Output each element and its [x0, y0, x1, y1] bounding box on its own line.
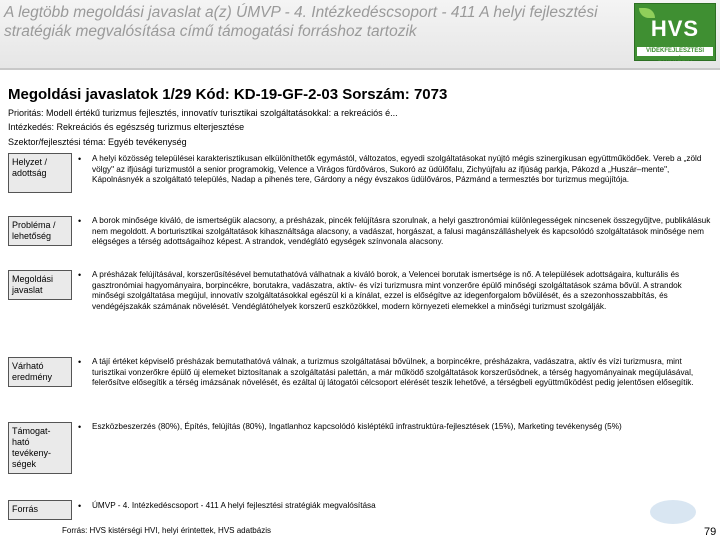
row-label-forras: Forrás: [8, 500, 72, 520]
header-banner: [0, 0, 720, 68]
watermark-stamp: [650, 500, 696, 524]
header-divider: [0, 68, 720, 70]
page-header-title: A legtöbb megoldási javaslat a(z) ÚMVP - 4. Intézkedéscsoport - 411 A helyi fejlesztési stratégiák megvalósítása című támogatási forráshoz tartozik: [4, 4, 598, 40]
row-text-tamogathato: Eszközbeszerzés (80%), Építés, felújítás (80%), Ingatlanhoz kapcsolódó kisléptékű infrastruktúra-fejlesztések (15%), Marketing tevékenység (5%): [92, 422, 622, 431]
row-text-megoldasi: A présházak felújításával, korszerűsítésével bemutathatóvá válhatnak a kiváló borok, a Velencei borutak ismertsége is nő. A települések adottságaira, kulturális és gasztronómiai hagyományaira, borpincékre, borutakra, vadászatra, aktív- és vízi turizmusra mint vonzerőre épülő minőségi szolgáltatások száma bővül. A strandok minőségi szolgáltatása megújul, innovatív szolgáltatásokkal egészül ki a kínálat, ezzel is előségítve az idegenforgalom bővülését, és a szezonhosszabbítás, és vendégéjszakák számának növelését. Vendéglátóhelyek korszerű eszközökkel, modern környezeti elemekkel a minőségi turizmust szolgálják.: [92, 270, 682, 311]
row-label-megoldasi: Megoldási javaslat: [8, 270, 72, 300]
bullet: •: [78, 422, 82, 432]
footer-source: Forrás: HVS kistérségi HVI, helyi érintettek, HVS adatbázis: [62, 526, 271, 535]
bullet: •: [78, 501, 82, 511]
row-label-problema: Probléma / lehetőség: [8, 216, 72, 246]
section-title: Megoldási javaslatok 1/29 Kód: KD-19-GF-2-03 Sorszám: 7073: [8, 86, 448, 103]
bullet: •: [78, 357, 82, 367]
meta-intezkedes: Intézkedés: Rekreációs és egészség turizmus elterjesztése: [8, 122, 245, 132]
row-label-varhato: Várható eredmény: [8, 357, 72, 387]
meta-prioritas: Prioritás: Modell értékű turizmus fejlesztés, innovatív turisztikai szolgáltatásokkal: a rekreációs é...: [8, 108, 398, 118]
hvs-logo: [634, 3, 716, 61]
bullet: •: [78, 270, 82, 280]
row-text-forras: ÚMVP - 4. Intézkedéscsoport - 411 A helyi fejlesztési stratégiák megvalósítása: [92, 501, 376, 510]
row-text-helyzet: A helyi közösség települései karakterisztikusan elkülöníthetők egymástól, változatos, egyedi szolgáltatásokat nyújtó mégis szinergikusan együttműködőek. Vereb a „zöld völgy" az ifjúsági turizmustól a senior programokig, Velence a Virágos fürdőváros, Sukoró az üdülőfalu, Zichyújfalu az ifjúság parkja, Pákozd a „Huszár–mente", Kápolnásnyék a szolgáltató település, Nadap a pihenés tere, Gárdony a négy évszakos üdülőváros, Pázmánd a termesztés bor turizmus megújítója.: [92, 154, 702, 185]
logo-text: HVS: [650, 16, 700, 41]
bullet: •: [78, 216, 82, 226]
row-text-varhato: A tájí értéket képviselő présházak bemutathatóvá válnak, a turizmus szolgáltatásai bővülnek, a borpincékre, présházakra, vadászatra, aktív és vízi turizmusra, mint turisztikai vonzerőkre épülő új elemeket biztosítanak a szolgáltatási palettán, a már működő szolgáltatások korszerűsödnek, a térség hagyományainak megújulásával, felerősítve elősegítik a térség imázsának növelését, és ezáltal új látogatói célcsoport elérését teszik lehetővé, a térségbeli együttműködést pedig jelentősen elősegítik.: [92, 357, 694, 388]
row-label-tamogathato: Támogat-ható tevékeny-ségek: [8, 422, 72, 474]
bullet: •: [78, 154, 82, 164]
row-label-helyzet: Helyzet / adottság: [8, 153, 72, 193]
meta-szektor: Szektor/fejlesztési téma: Egyéb tevékenység: [8, 137, 187, 147]
logo-subtext: VIDÉKFEJLESZTÉSI STRATÉGIA: [637, 47, 713, 56]
row-text-problema: A borok minősége kiváló, de ismertségük alacsony, a présházak, pincék felújításra szorulnak, a helyi gasztronómiai különlegességek nincsenek összegyűjtve, publikálásuk nem megoldott. A borturisztikai szolgáltatások kihasználtsága alacsony, a vadászat, horgászat, a falusi magánszálláshelyek és kapcsolódó szolgáltatások minősége nem elégséges a térség adottságaihoz képest. A strandok, vendéglátó egységek színvonala alacsony.: [92, 216, 711, 247]
page-number: 79: [704, 526, 717, 538]
